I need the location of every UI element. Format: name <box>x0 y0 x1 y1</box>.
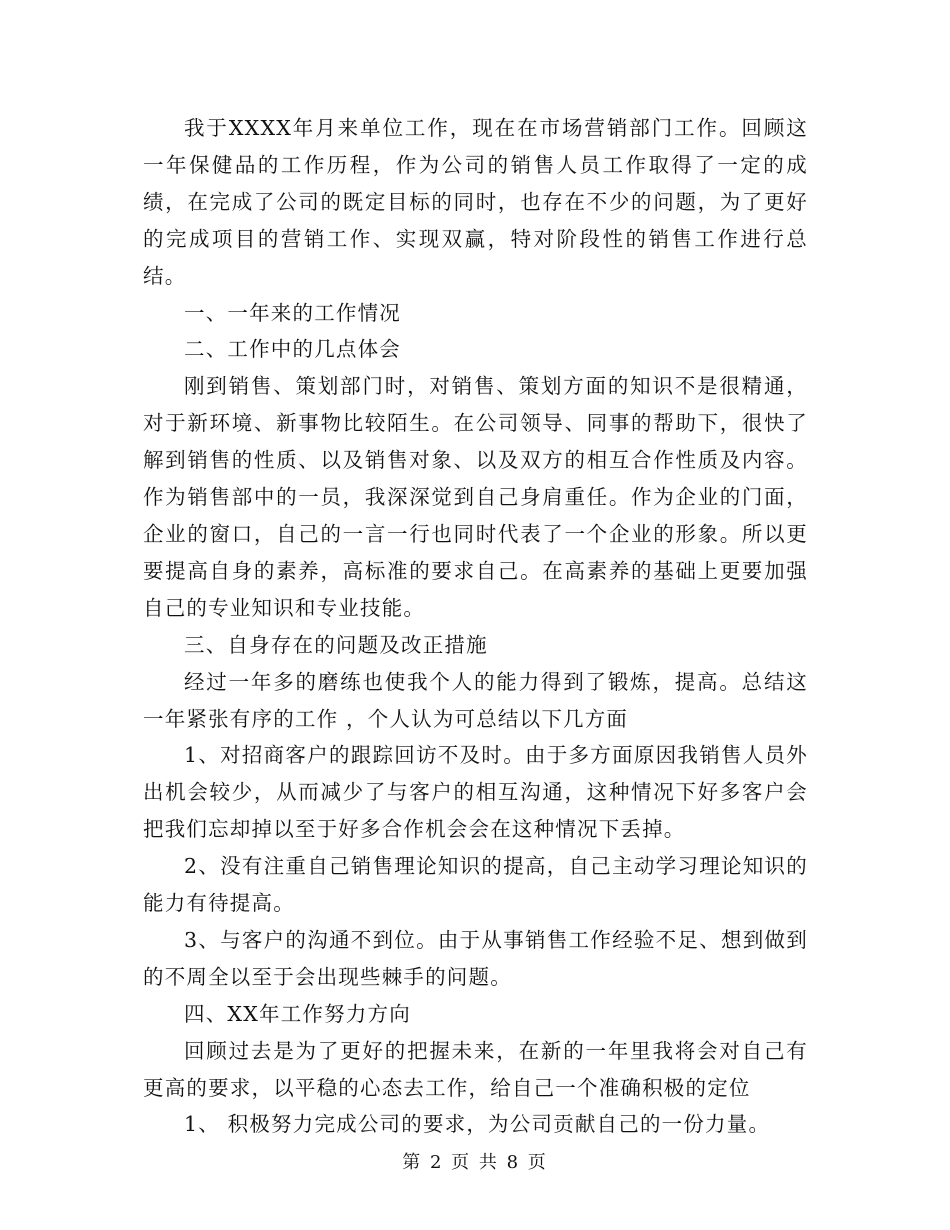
experience-paragraph: 刚到销售、策划部门时，对销售、策划方面的知识不是很精通，对于新环境、新事物比较陌生。在公司领导、同事的帮助下，很快了解到销售的性质、以及销售对象、以及双方的相互合作性质及内容。作为销售部中的一员，我深深觉到自己身肩重任。作为企业的门面，企业的窗口，自己的一言一行也同时代表了一个企业的形象。所以更要提高自身的素养，高标准的要求自己。在高素养的基础上更要加强自己的专业知识和专业技能。 <box>143 374 808 620</box>
problem-item-1: 1、对招商客户的跟踪回访不及时。由于多方面原因我销售人员外出机会较少，从而减少了与客户的相互沟通，这种情况下好多客户会把我们忘却掉以至于好多合作机会会在这种情况下丢掉。 <box>143 743 808 842</box>
outlook-paragraph: 回顾过去是为了更好的把握未来，在新的一年里我将会对自己有更高的要求，以平稳的心态去工作，给自己一个准确积极的定位 <box>143 1038 808 1100</box>
page-footer: 第 2 页 共 8 页 <box>402 1152 548 1173</box>
document-body <box>143 110 808 1143</box>
intro-paragraph: 我于XXXX年月来单位工作，现在在市场营销部门工作。回顾这一年保健品的工作历程，作为公司的销售人员工作取得了一定的成绩，在完成了公司的既定目标的同时，也存在不少的问题，为了更好的完成项目的营销工作、实现双赢，特对阶段性的销售工作进行总结。 <box>143 116 808 288</box>
summary-paragraph: 经过一年多的磨练也使我个人的能力得到了锻炼，提高。总结这一年紧张有序的工作 ，个人认为可总结以下几方面 <box>143 669 808 731</box>
section-heading-1: 一、一年来的工作情况 <box>184 300 401 325</box>
section-heading-3: 三、自身存在的问题及改正措施 <box>184 632 488 657</box>
problem-item-3: 3、与客户的沟通不到位。由于从事销售工作经验不足、想到做到的不周全以至于会出现些棘手的问题。 <box>143 927 808 989</box>
goal-item-1: 1、 积极努力完成公司的要求，为公司贡献自己的一份力量。 <box>184 1112 771 1137</box>
section-heading-4: 四、XX年工作努力方向 <box>184 1001 411 1026</box>
section-heading-2: 二、工作中的几点体会 <box>184 337 401 362</box>
problem-item-2: 2、没有注重自己销售理论知识的提高，自己主动学习理论知识的能力有待提高。 <box>143 854 808 916</box>
